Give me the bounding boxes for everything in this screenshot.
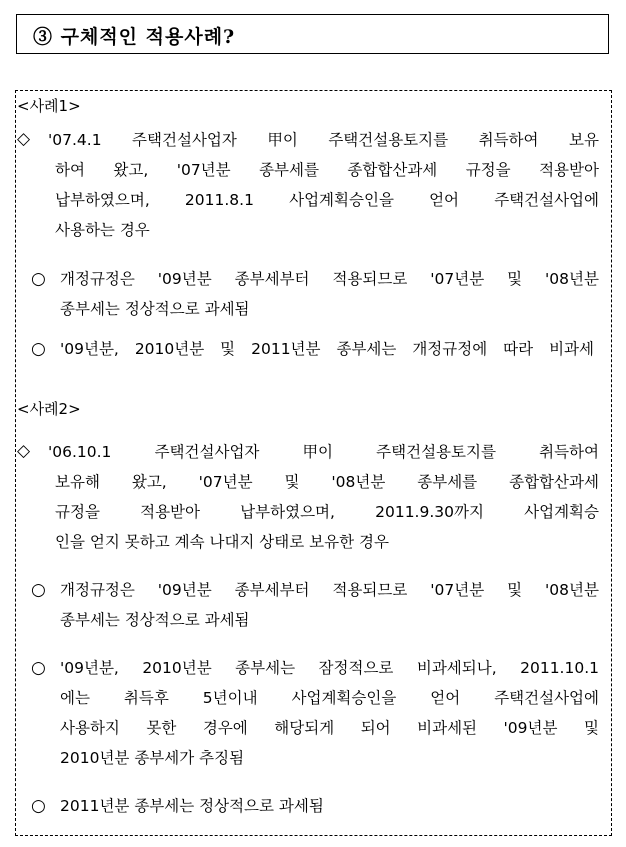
diamond-icon: ◇ bbox=[17, 441, 31, 461]
case-1-tag: <사례1> bbox=[17, 97, 81, 115]
case-2-tag: <사례2> bbox=[17, 400, 81, 418]
case-2-point-line: 개정규정은 '09년분 종부세부터 적용되므로 '07년분 및 '08년분 bbox=[60, 581, 599, 599]
case-1-description-line: '07.4.1 주택건설사업자 甲이 주택건설용토지를 취득하여 보유 bbox=[48, 131, 599, 149]
circle-bullet-icon: ○ bbox=[31, 580, 46, 600]
case-2-description-line: 규정을 적용받아 납부하였으며, 2011.9.30까지 사업계획승 bbox=[55, 503, 599, 521]
case-2-point-line: 사용하지 못한 경우에 해당되게 되어 비과세된 '09년분 및 bbox=[60, 719, 599, 737]
circle-bullet-icon: ○ bbox=[31, 339, 46, 359]
section-title: ③ 구체적인 적용사례? bbox=[33, 26, 236, 48]
case-1-point-line: 개정규정은 '09년분 종부세부터 적용되므로 '07년분 및 '08년분 bbox=[60, 270, 599, 288]
case-2-point-line: 종부세는 정상적으로 과세됨 bbox=[60, 611, 250, 629]
case-1-point-line: 종부세는 정상적으로 과세됨 bbox=[60, 300, 250, 318]
case-1-description-line: 사용하는 경우 bbox=[55, 221, 150, 239]
case-1-description-line: 납부하였으며, 2011.8.1 사업계획승인을 얻어 주택건설사업에 bbox=[55, 191, 599, 209]
case-2-point-line: 2010년분 종부세가 추징됨 bbox=[60, 749, 245, 767]
section-title-box bbox=[16, 14, 609, 54]
case-2-point-line: '09년분, 2010년분 종부세는 잠정적으로 비과세되나, 2011.10.1 bbox=[60, 659, 599, 677]
diamond-icon: ◇ bbox=[17, 129, 31, 149]
case-2-point-line: 2011년분 종부세는 정상적으로 과세됨 bbox=[60, 797, 324, 815]
case-2-description-line: '06.10.1 주택건설사업자 甲이 주택건설용토지를 취득하여 bbox=[48, 443, 599, 461]
case-1-point-line: '09년분, 2010년분 및 2011년분 종부세는 개정규정에 따라 비과세 bbox=[60, 340, 594, 358]
circle-bullet-icon: ○ bbox=[31, 269, 46, 289]
case-2-description-line: 인을 얻지 못하고 계속 나대지 상태로 보유한 경우 bbox=[55, 533, 389, 551]
case-1-description-line: 하여 왔고, '07년분 종부세를 종합합산과세 규정을 적용받아 bbox=[55, 161, 599, 179]
case-2-description-line: 보유해 왔고, '07년분 및 '08년분 종부세를 종합합산과세 bbox=[55, 473, 599, 491]
circle-bullet-icon: ○ bbox=[31, 658, 46, 678]
circle-bullet-icon: ○ bbox=[31, 796, 46, 816]
case-2-point-line: 에는 취득후 5년이내 사업계획승인을 얻어 주택건설사업에 bbox=[60, 689, 599, 707]
